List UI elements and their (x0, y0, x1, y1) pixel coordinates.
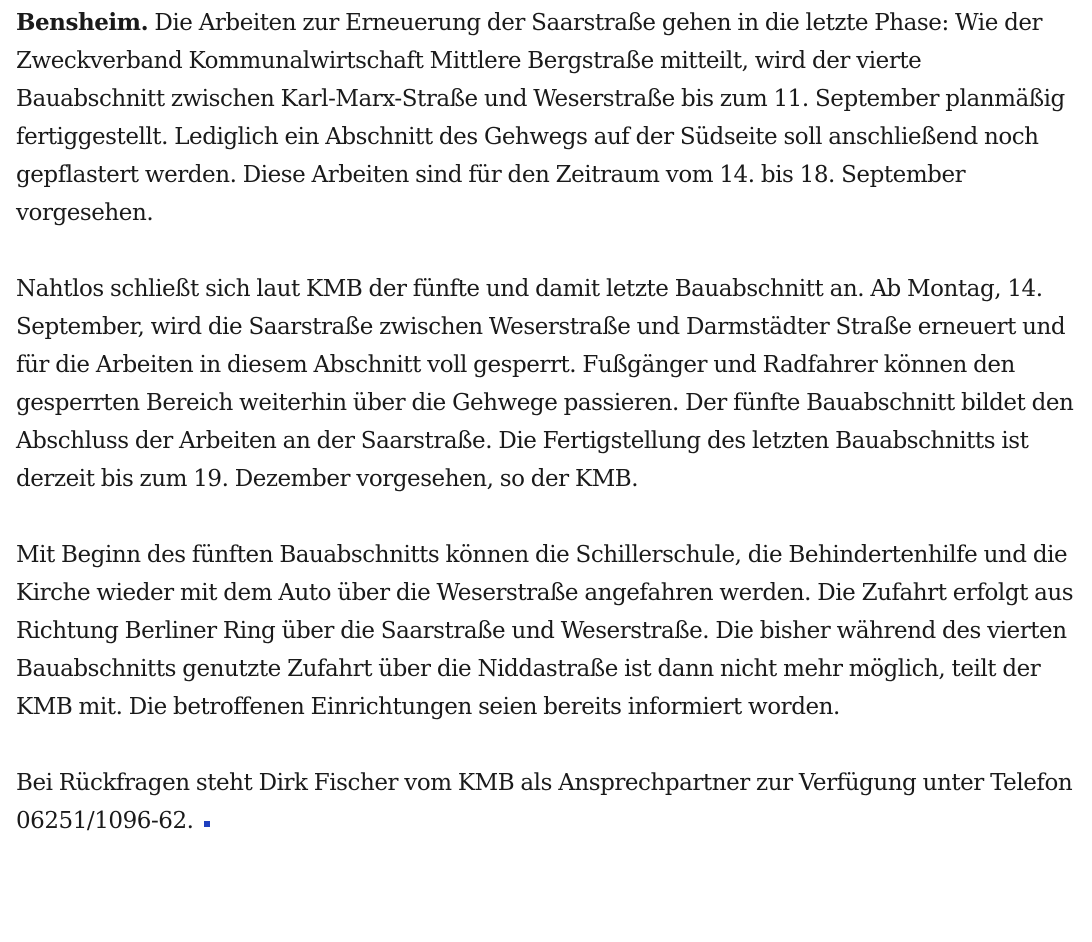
article-paragraph-4 (16, 764, 1076, 840)
paragraph-text: Nahtlos schließt sich laut KMB der fünfte und damit letzte Bauabschnitt an. Ab Montag, 14. September, wird die Saarstraße zwischen Weserstraße und Darmstädter Straße erneuert und für die Arbeiten in diesem Abschnitt voll gesperrt. Fußgänger und Radfahrer können den gesperrten Bereich weiterhin über die Gehwege passieren. Der fünfte Bauabschnitt bildet den Abschluss der Arbeiten an der Saarstraße. Die Fertigstellung des letzten Bauabschnitts ist derzeit bis zum 19. Dezember vorgesehen, so der KMB. (16, 276, 1074, 492)
dateline: Bensheim. (16, 9, 149, 36)
paragraph-text: Die Arbeiten zur Erneuerung der Saarstraße gehen in die letzte Phase: Wie der Zweckverband Kommunalwirtschaft Mittlere Bergstraße mitteilt, wird der vierte Bauabschnitt zwischen Karl-Marx-Straße und Weserstraße bis zum 11. September planmäßig fertiggestellt. Lediglich ein Abschnitt des Gehwegs auf der Südseite soll anschließend noch gepflastert werden. Diese Arbeiten sind für den Zeitraum vom 14. bis 18. September vorgesehen. (16, 10, 1065, 226)
paragraph-text: Mit Beginn des fünften Bauabschnitts können die Schillerschule, die Behindertenhilfe und die Kirche wieder mit dem Auto über die Weserstraße angefahren werden. Die Zufahrt erfolgt aus Richtung Berliner Ring über die Saarstraße und Weserstraße. Die bisher während des vierten Bauabschnitts genutzte Zufahrt über die Niddastraße ist dann nicht mehr möglich, teilt der KMB mit. Die betroffenen Einrichtungen seien bereits informiert worden. (16, 542, 1074, 720)
article-paragraph-2 (16, 270, 1076, 498)
paragraph-text: Bei Rückfragen steht Dirk Fischer vom KMB als Ansprechpartner zur Verfügung unter Telefon 06251/1096-62. (16, 770, 1073, 834)
article-paragraph-1 (16, 4, 1076, 232)
article-end-mark-icon (204, 821, 210, 827)
article-paragraph-3 (16, 536, 1076, 726)
